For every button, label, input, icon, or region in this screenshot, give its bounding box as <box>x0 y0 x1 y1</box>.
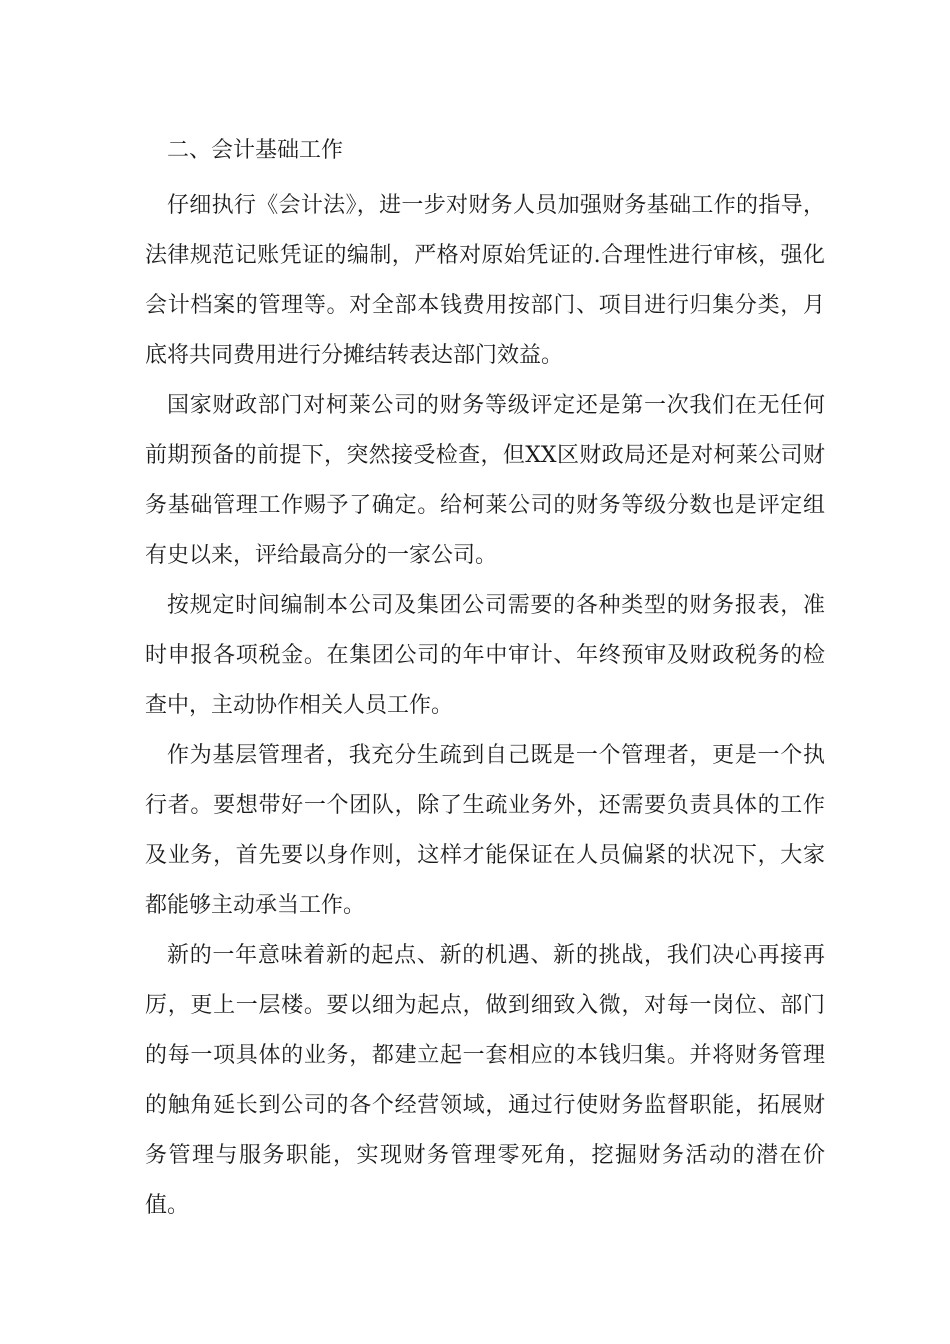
document-body <box>145 126 825 1231</box>
paragraph-financial-reports: 按规定时间编制本公司及集团公司需要的各种类型的财务报表，准时申报各项税金。在集团公司的年中审计、年终预审及财政税务的检查中，主动协作相关人员工作。 <box>145 593 825 718</box>
section-heading: 二、会计基础工作 <box>167 138 344 163</box>
paragraph-new-year-plan: 新的一年意味着新的起点、新的机遇、新的挑战，我们决心再接再厉，更上一层楼。要以细为起点，做到细致入微，对每一岗位、部门的每一项具体的业务，都建立起一套相应的本钱归集。并将财务管理的触角延长到公司的各个经营领域，通过行使财务监督职能，拓展财务管理与服务职能，实现财务管理零死角，挖掘财务活动的潜在价值。 <box>145 943 825 1218</box>
paragraph-accounting-law: 仔细执行《会计法》，进一步对财务人员加强财务基础工作的指导，法律规范记账凭证的编制，严格对原始凭证的.合理性进行审核，强化会计档案的管理等。对全部本钱费用按部门、项目进行归集分类，月底将共同费用进行分摊结转表达部门效益。 <box>145 193 825 368</box>
paragraph-grassroots-manager: 作为基层管理者，我充分生疏到自己既是一个管理者，更是一个执行者。要想带好一个团队，除了生疏业务外，还需要负责具体的工作及业务，首先要以身作则，这样才能保证在人员偏紧的状况下，大家都能够主动承当工作。 <box>145 743 825 918</box>
paragraph-financial-rating: 国家财政部门对柯莱公司的财务等级评定还是第一次我们在无任何前期预备的前提下，突然接受检查，但XX区财政局还是对柯莱公司财务基础管理工作赐予了确定。给柯莱公司的财务等级分数也是评定组有史以来，评给最高分的一家公司。 <box>145 393 825 568</box>
